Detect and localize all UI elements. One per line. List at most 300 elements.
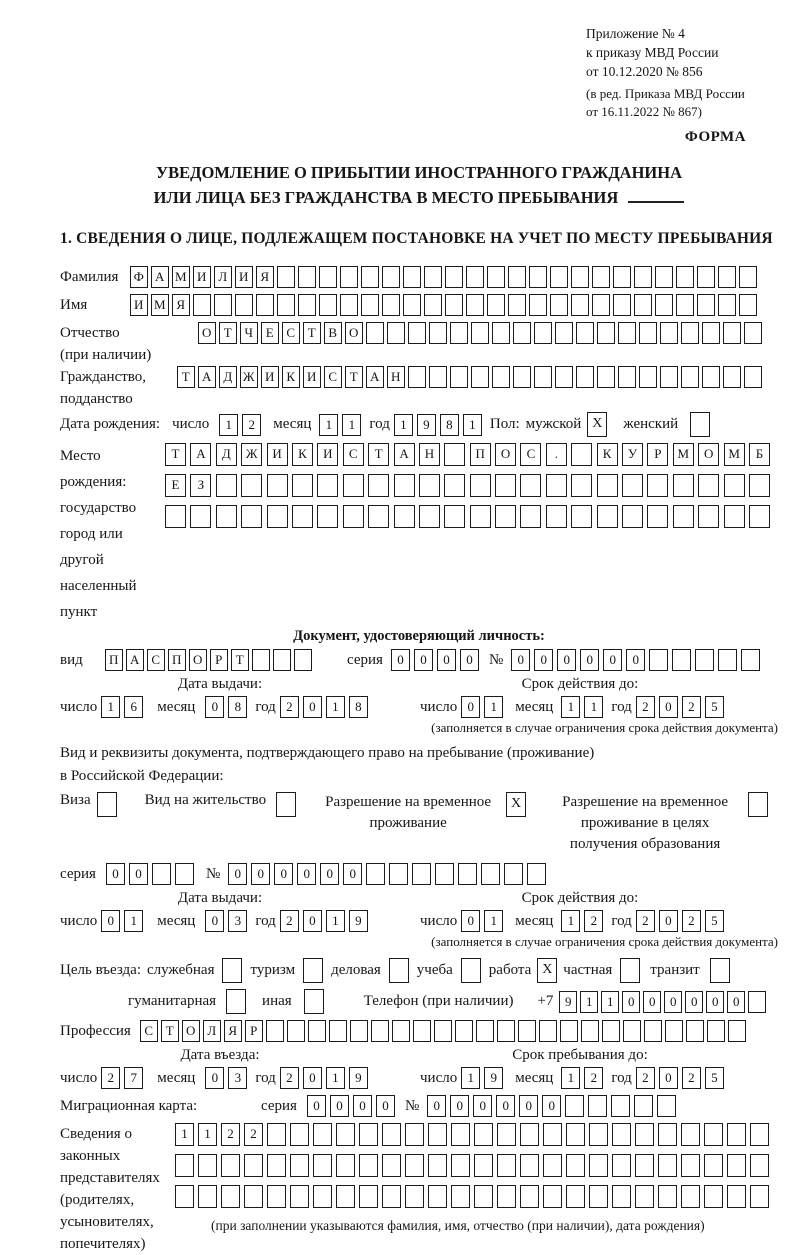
- char-box[interactable]: [697, 294, 715, 316]
- char-box[interactable]: [723, 322, 741, 344]
- visa-checkbox[interactable]: [97, 792, 117, 817]
- char-box[interactable]: 1: [463, 414, 482, 436]
- char-box[interactable]: [660, 322, 678, 344]
- char-box[interactable]: Я: [256, 266, 274, 288]
- char-box[interactable]: [611, 1095, 630, 1117]
- char-box[interactable]: [419, 474, 440, 497]
- char-box[interactable]: 3: [228, 910, 247, 932]
- char-box[interactable]: [681, 322, 699, 344]
- char-box[interactable]: [546, 505, 567, 528]
- char-box[interactable]: [394, 474, 415, 497]
- char-box[interactable]: [739, 266, 757, 288]
- char-box[interactable]: [613, 266, 631, 288]
- char-box[interactable]: [290, 1185, 309, 1208]
- char-box[interactable]: [382, 266, 400, 288]
- purpose-commercial-checkbox[interactable]: [389, 958, 409, 983]
- char-box[interactable]: [359, 1185, 378, 1208]
- char-box[interactable]: [658, 1123, 677, 1146]
- char-box[interactable]: [435, 863, 454, 885]
- char-box[interactable]: Е: [261, 322, 279, 344]
- char-box[interactable]: [592, 266, 610, 288]
- char-box[interactable]: [313, 1123, 332, 1146]
- char-box[interactable]: [470, 474, 491, 497]
- char-box[interactable]: А: [198, 366, 216, 388]
- char-box[interactable]: [571, 443, 592, 466]
- purpose-private-checkbox[interactable]: [620, 958, 640, 983]
- char-box[interactable]: [392, 1020, 410, 1042]
- char-box[interactable]: [428, 1154, 447, 1177]
- char-box[interactable]: [317, 474, 338, 497]
- char-box[interactable]: [588, 1095, 607, 1117]
- char-box[interactable]: В: [324, 322, 342, 344]
- char-box[interactable]: П: [470, 443, 491, 466]
- char-box[interactable]: [466, 266, 484, 288]
- char-box[interactable]: 0: [496, 1095, 515, 1117]
- char-box[interactable]: К: [597, 443, 618, 466]
- char-box[interactable]: 2: [280, 1067, 299, 1089]
- char-box[interactable]: [686, 1020, 704, 1042]
- char-box[interactable]: [724, 474, 745, 497]
- char-box[interactable]: 1: [319, 414, 338, 436]
- char-box[interactable]: [492, 366, 510, 388]
- char-box[interactable]: [403, 266, 421, 288]
- char-box[interactable]: 1: [461, 1067, 480, 1089]
- char-box[interactable]: М: [724, 443, 745, 466]
- char-box[interactable]: [612, 1123, 631, 1146]
- char-box[interactable]: [635, 1123, 654, 1146]
- char-box[interactable]: [728, 1020, 746, 1042]
- char-box[interactable]: [359, 1154, 378, 1177]
- char-box[interactable]: 0: [460, 649, 479, 671]
- char-box[interactable]: 1: [175, 1123, 194, 1146]
- char-box[interactable]: [698, 505, 719, 528]
- char-box[interactable]: 5: [705, 910, 724, 932]
- char-box[interactable]: 9: [484, 1067, 503, 1089]
- char-box[interactable]: 0: [659, 1067, 678, 1089]
- char-box[interactable]: [403, 294, 421, 316]
- char-box[interactable]: Т: [177, 366, 195, 388]
- char-box[interactable]: 0: [557, 649, 576, 671]
- char-box[interactable]: [165, 505, 186, 528]
- char-box[interactable]: [698, 474, 719, 497]
- char-box[interactable]: [565, 1095, 584, 1117]
- purpose-other-checkbox[interactable]: [304, 989, 324, 1014]
- char-box[interactable]: [681, 1185, 700, 1208]
- char-box[interactable]: [665, 1020, 683, 1042]
- char-box[interactable]: Я: [172, 294, 190, 316]
- char-box[interactable]: [319, 294, 337, 316]
- char-box[interactable]: О: [189, 649, 207, 671]
- char-box[interactable]: [718, 294, 736, 316]
- char-box[interactable]: И: [235, 266, 253, 288]
- char-box[interactable]: 0: [685, 991, 703, 1013]
- char-box[interactable]: [597, 474, 618, 497]
- char-box[interactable]: [602, 1020, 620, 1042]
- char-box[interactable]: [635, 1154, 654, 1177]
- char-box[interactable]: [634, 1095, 653, 1117]
- char-box[interactable]: [193, 294, 211, 316]
- char-box[interactable]: [343, 474, 364, 497]
- char-box[interactable]: [649, 649, 668, 671]
- char-box[interactable]: [290, 1154, 309, 1177]
- char-box[interactable]: 0: [643, 991, 661, 1013]
- purpose-study-checkbox[interactable]: [461, 958, 481, 983]
- char-box[interactable]: [612, 1185, 631, 1208]
- char-box[interactable]: [673, 505, 694, 528]
- char-box[interactable]: [371, 1020, 389, 1042]
- char-box[interactable]: [317, 505, 338, 528]
- char-box[interactable]: [350, 1020, 368, 1042]
- char-box[interactable]: [424, 294, 442, 316]
- char-box[interactable]: [718, 266, 736, 288]
- char-box[interactable]: [336, 1185, 355, 1208]
- purpose-tourism-checkbox[interactable]: [303, 958, 323, 983]
- char-box[interactable]: 2: [280, 910, 299, 932]
- char-box[interactable]: [471, 366, 489, 388]
- char-box[interactable]: [361, 294, 379, 316]
- char-box[interactable]: 0: [473, 1095, 492, 1117]
- char-box[interactable]: [277, 294, 295, 316]
- char-box[interactable]: [216, 474, 237, 497]
- char-box[interactable]: [175, 863, 194, 885]
- char-box[interactable]: [534, 366, 552, 388]
- char-box[interactable]: [429, 322, 447, 344]
- char-box[interactable]: [622, 474, 643, 497]
- char-box[interactable]: 2: [280, 696, 299, 718]
- char-box[interactable]: [389, 863, 408, 885]
- char-box[interactable]: [267, 1154, 286, 1177]
- char-box[interactable]: [492, 322, 510, 344]
- char-box[interactable]: И: [261, 366, 279, 388]
- char-box[interactable]: [527, 863, 546, 885]
- char-box[interactable]: [520, 1185, 539, 1208]
- char-box[interactable]: 0: [427, 1095, 446, 1117]
- char-box[interactable]: [589, 1185, 608, 1208]
- char-box[interactable]: 1: [342, 414, 361, 436]
- char-box[interactable]: [550, 266, 568, 288]
- char-box[interactable]: 0: [205, 910, 224, 932]
- char-box[interactable]: 2: [682, 910, 701, 932]
- char-box[interactable]: [474, 1154, 493, 1177]
- char-box[interactable]: [704, 1123, 723, 1146]
- char-box[interactable]: [298, 294, 316, 316]
- char-box[interactable]: Т: [345, 366, 363, 388]
- char-box[interactable]: [152, 863, 171, 885]
- char-box[interactable]: [612, 1154, 631, 1177]
- char-box[interactable]: П: [168, 649, 186, 671]
- char-box[interactable]: [497, 1185, 516, 1208]
- char-box[interactable]: [597, 322, 615, 344]
- char-box[interactable]: [647, 474, 668, 497]
- char-box[interactable]: [408, 322, 426, 344]
- char-box[interactable]: [175, 1185, 194, 1208]
- purpose-transit-checkbox[interactable]: [710, 958, 730, 983]
- purpose-work-checkbox[interactable]: X: [537, 958, 557, 983]
- char-box[interactable]: 0: [101, 910, 120, 932]
- char-box[interactable]: [451, 1154, 470, 1177]
- char-box[interactable]: Р: [210, 649, 228, 671]
- purpose-humanitarian-checkbox[interactable]: [226, 989, 246, 1014]
- char-box[interactable]: [727, 1154, 746, 1177]
- char-box[interactable]: [382, 1123, 401, 1146]
- char-box[interactable]: 2: [244, 1123, 263, 1146]
- char-box[interactable]: Я: [224, 1020, 242, 1042]
- char-box[interactable]: [576, 322, 594, 344]
- char-box[interactable]: [744, 366, 762, 388]
- char-box[interactable]: [366, 322, 384, 344]
- char-box[interactable]: [445, 294, 463, 316]
- char-box[interactable]: 8: [228, 696, 247, 718]
- char-box[interactable]: [520, 1123, 539, 1146]
- char-box[interactable]: 0: [228, 863, 247, 885]
- char-box[interactable]: [576, 366, 594, 388]
- char-box[interactable]: М: [172, 266, 190, 288]
- char-box[interactable]: 0: [330, 1095, 349, 1117]
- char-box[interactable]: [622, 505, 643, 528]
- sex-female-checkbox[interactable]: [690, 412, 710, 437]
- char-box[interactable]: [198, 1185, 217, 1208]
- purpose-business-checkbox[interactable]: [222, 958, 242, 983]
- char-box[interactable]: [382, 1185, 401, 1208]
- char-box[interactable]: [676, 294, 694, 316]
- char-box[interactable]: [571, 266, 589, 288]
- char-box[interactable]: 0: [251, 863, 270, 885]
- char-box[interactable]: [408, 366, 426, 388]
- char-box[interactable]: 0: [106, 863, 125, 885]
- char-box[interactable]: [267, 1123, 286, 1146]
- char-box[interactable]: [660, 366, 678, 388]
- char-box[interactable]: С: [147, 649, 165, 671]
- char-box[interactable]: [175, 1154, 194, 1177]
- char-box[interactable]: М: [151, 294, 169, 316]
- char-box[interactable]: [749, 505, 770, 528]
- char-box[interactable]: 2: [584, 1067, 603, 1089]
- char-box[interactable]: [495, 505, 516, 528]
- char-box[interactable]: А: [126, 649, 144, 671]
- char-box[interactable]: [727, 1185, 746, 1208]
- char-box[interactable]: [497, 1123, 516, 1146]
- char-box[interactable]: [474, 1185, 493, 1208]
- char-box[interactable]: [235, 294, 253, 316]
- char-box[interactable]: [681, 1123, 700, 1146]
- char-box[interactable]: [405, 1123, 424, 1146]
- char-box[interactable]: О: [182, 1020, 200, 1042]
- char-box[interactable]: [387, 322, 405, 344]
- char-box[interactable]: [618, 322, 636, 344]
- char-box[interactable]: 0: [414, 649, 433, 671]
- char-box[interactable]: [672, 649, 691, 671]
- char-box[interactable]: А: [394, 443, 415, 466]
- char-box[interactable]: [658, 1185, 677, 1208]
- char-box[interactable]: 0: [519, 1095, 538, 1117]
- char-box[interactable]: [655, 266, 673, 288]
- char-box[interactable]: [543, 1154, 562, 1177]
- char-box[interactable]: [428, 1123, 447, 1146]
- char-box[interactable]: [597, 505, 618, 528]
- char-box[interactable]: [471, 322, 489, 344]
- char-box[interactable]: 1: [561, 696, 580, 718]
- char-box[interactable]: 0: [303, 1067, 322, 1089]
- char-box[interactable]: [750, 1123, 769, 1146]
- char-box[interactable]: П: [105, 649, 123, 671]
- temp-residence-education-checkbox[interactable]: [748, 792, 768, 817]
- char-box[interactable]: [639, 322, 657, 344]
- char-box[interactable]: [450, 322, 468, 344]
- char-box[interactable]: Ф: [130, 266, 148, 288]
- char-box[interactable]: [368, 474, 389, 497]
- char-box[interactable]: [428, 1185, 447, 1208]
- char-box[interactable]: [566, 1154, 585, 1177]
- char-box[interactable]: [618, 366, 636, 388]
- char-box[interactable]: [429, 366, 447, 388]
- char-box[interactable]: 0: [461, 696, 480, 718]
- char-box[interactable]: [644, 1020, 662, 1042]
- char-box[interactable]: [366, 863, 385, 885]
- char-box[interactable]: Л: [214, 266, 232, 288]
- char-box[interactable]: [639, 366, 657, 388]
- char-box[interactable]: [241, 505, 262, 528]
- char-box[interactable]: [340, 294, 358, 316]
- char-box[interactable]: [336, 1154, 355, 1177]
- char-box[interactable]: 1: [484, 696, 503, 718]
- char-box[interactable]: 1: [326, 910, 345, 932]
- char-box[interactable]: [336, 1123, 355, 1146]
- char-box[interactable]: Ж: [240, 366, 258, 388]
- char-box[interactable]: 1: [394, 414, 413, 436]
- char-box[interactable]: З: [190, 474, 211, 497]
- char-box[interactable]: [635, 1185, 654, 1208]
- char-box[interactable]: [571, 505, 592, 528]
- char-box[interactable]: 9: [349, 910, 368, 932]
- char-box[interactable]: [216, 505, 237, 528]
- char-box[interactable]: [497, 1020, 515, 1042]
- char-box[interactable]: С: [282, 322, 300, 344]
- char-box[interactable]: Т: [161, 1020, 179, 1042]
- char-box[interactable]: 0: [450, 1095, 469, 1117]
- char-box[interactable]: [214, 294, 232, 316]
- char-box[interactable]: [308, 1020, 326, 1042]
- char-box[interactable]: С: [343, 443, 364, 466]
- char-box[interactable]: [702, 322, 720, 344]
- char-box[interactable]: 0: [205, 696, 224, 718]
- char-box[interactable]: 1: [601, 991, 619, 1013]
- char-box[interactable]: [267, 474, 288, 497]
- char-box[interactable]: Т: [165, 443, 186, 466]
- char-box[interactable]: [298, 266, 316, 288]
- char-box[interactable]: [697, 266, 715, 288]
- char-box[interactable]: 0: [622, 991, 640, 1013]
- char-box[interactable]: [555, 322, 573, 344]
- char-box[interactable]: [394, 505, 415, 528]
- char-box[interactable]: [198, 1154, 217, 1177]
- char-box[interactable]: [748, 991, 766, 1013]
- char-box[interactable]: 0: [461, 910, 480, 932]
- char-box[interactable]: [329, 1020, 347, 1042]
- char-box[interactable]: [487, 294, 505, 316]
- char-box[interactable]: Д: [216, 443, 237, 466]
- char-box[interactable]: И: [130, 294, 148, 316]
- char-box[interactable]: [419, 505, 440, 528]
- char-box[interactable]: 0: [664, 991, 682, 1013]
- char-box[interactable]: [681, 1154, 700, 1177]
- char-box[interactable]: 0: [659, 696, 678, 718]
- char-box[interactable]: 8: [440, 414, 459, 436]
- char-box[interactable]: [702, 366, 720, 388]
- char-box[interactable]: [513, 322, 531, 344]
- char-box[interactable]: [707, 1020, 725, 1042]
- char-box[interactable]: [724, 505, 745, 528]
- char-box[interactable]: [221, 1154, 240, 1177]
- char-box[interactable]: [634, 266, 652, 288]
- char-box[interactable]: [190, 505, 211, 528]
- char-box[interactable]: [221, 1185, 240, 1208]
- char-box[interactable]: 2: [101, 1067, 120, 1089]
- char-box[interactable]: Ч: [240, 322, 258, 344]
- char-box[interactable]: [566, 1123, 585, 1146]
- char-box[interactable]: 1: [198, 1123, 217, 1146]
- char-box[interactable]: Н: [387, 366, 405, 388]
- char-box[interactable]: 1: [101, 696, 120, 718]
- char-box[interactable]: 9: [349, 1067, 368, 1089]
- char-box[interactable]: [744, 322, 762, 344]
- char-box[interactable]: 0: [343, 863, 362, 885]
- char-box[interactable]: [455, 1020, 473, 1042]
- char-box[interactable]: [750, 1185, 769, 1208]
- char-box[interactable]: [424, 266, 442, 288]
- char-box[interactable]: [273, 649, 291, 671]
- char-box[interactable]: Р: [647, 443, 668, 466]
- char-box[interactable]: 2: [636, 696, 655, 718]
- char-box[interactable]: [267, 1185, 286, 1208]
- residence-permit-checkbox[interactable]: [276, 792, 296, 817]
- char-box[interactable]: 0: [391, 649, 410, 671]
- char-box[interactable]: С: [140, 1020, 158, 1042]
- char-box[interactable]: [412, 863, 431, 885]
- char-box[interactable]: [597, 366, 615, 388]
- char-box[interactable]: [589, 1154, 608, 1177]
- char-box[interactable]: [655, 294, 673, 316]
- char-box[interactable]: [476, 1020, 494, 1042]
- char-box[interactable]: 2: [682, 1067, 701, 1089]
- char-box[interactable]: [704, 1154, 723, 1177]
- char-box[interactable]: [673, 474, 694, 497]
- char-box[interactable]: 3: [228, 1067, 247, 1089]
- char-box[interactable]: 0: [320, 863, 339, 885]
- char-box[interactable]: 1: [124, 910, 143, 932]
- char-box[interactable]: 0: [303, 910, 322, 932]
- char-box[interactable]: [704, 1185, 723, 1208]
- char-box[interactable]: 2: [636, 1067, 655, 1089]
- char-box[interactable]: А: [366, 366, 384, 388]
- char-box[interactable]: [657, 1095, 676, 1117]
- char-box[interactable]: А: [190, 443, 211, 466]
- char-box[interactable]: С: [520, 443, 541, 466]
- char-box[interactable]: О: [698, 443, 719, 466]
- temp-residence-checkbox[interactable]: X: [506, 792, 526, 817]
- char-box[interactable]: [256, 294, 274, 316]
- char-box[interactable]: [739, 294, 757, 316]
- char-box[interactable]: [244, 1185, 263, 1208]
- char-box[interactable]: [529, 294, 547, 316]
- char-box[interactable]: 1: [584, 696, 603, 718]
- char-box[interactable]: [287, 1020, 305, 1042]
- char-box[interactable]: 9: [559, 991, 577, 1013]
- char-box[interactable]: [445, 266, 463, 288]
- char-box[interactable]: Р: [245, 1020, 263, 1042]
- char-box[interactable]: [434, 1020, 452, 1042]
- char-box[interactable]: [444, 443, 465, 466]
- char-box[interactable]: 0: [626, 649, 645, 671]
